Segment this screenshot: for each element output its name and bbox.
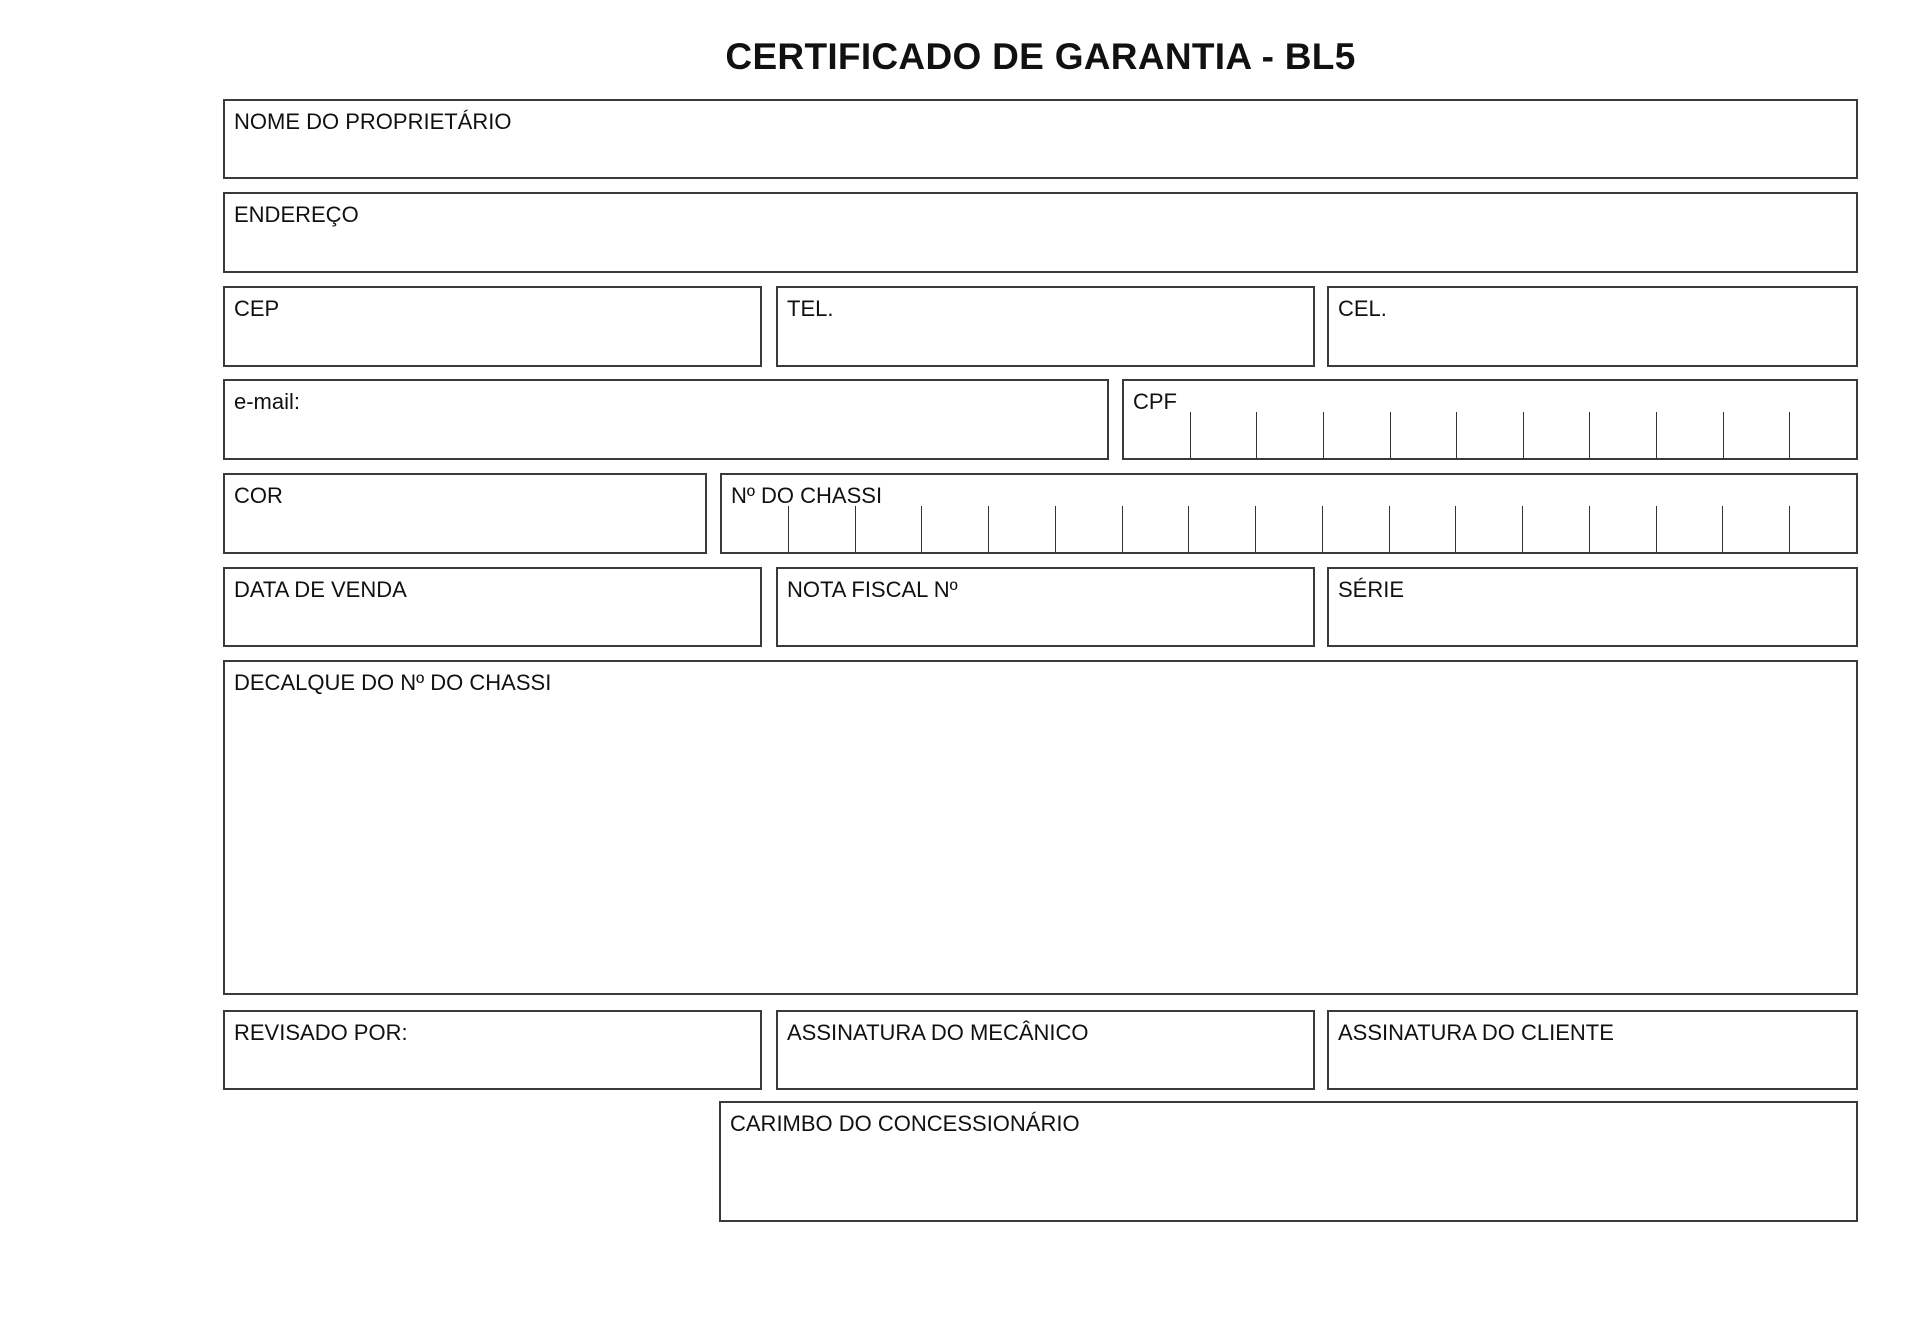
address-field[interactable] (223, 192, 1858, 273)
cel-field[interactable] (1327, 286, 1858, 367)
client-signature-label: ASSINATURA DO CLIENTE (1338, 1020, 1614, 1045)
tel-field[interactable] (776, 286, 1315, 367)
cpf-digit-cell[interactable] (1656, 412, 1723, 458)
cpf-digit-cell[interactable] (1589, 412, 1656, 458)
color-label: COR (234, 483, 283, 508)
sale-date-field[interactable] (223, 567, 762, 647)
cpf-digit-cell[interactable] (1323, 412, 1390, 458)
mechanic-signature-label: ASSINATURA DO MECÂNICO (787, 1020, 1089, 1045)
chassis-digit-cell[interactable] (1255, 506, 1322, 552)
chassis-digit-cell[interactable] (788, 506, 855, 552)
chassis-decal-label: DECALQUE DO Nº DO CHASSI (234, 670, 552, 695)
chassis-digit-cell[interactable] (1522, 506, 1589, 552)
reviewed-by-label: REVISADO POR: (234, 1020, 408, 1045)
owner-name-label: NOME DO PROPRIETÁRIO (234, 109, 512, 134)
chassis-decal-area[interactable] (223, 660, 1858, 995)
tel-label: TEL. (787, 296, 834, 321)
chassis-digit-cell[interactable] (1722, 506, 1789, 552)
invoice-number-label: NOTA FISCAL Nº (787, 577, 958, 602)
cel-label: CEL. (1338, 296, 1387, 321)
cpf-digit-cell[interactable] (1789, 412, 1856, 458)
cpf-digit-cell[interactable] (1456, 412, 1523, 458)
chassis-digit-cells (722, 506, 1856, 552)
color-field[interactable] (223, 473, 707, 554)
dealer-stamp-label: CARIMBO DO CONCESSIONÁRIO (730, 1111, 1080, 1136)
series-field[interactable] (1327, 567, 1858, 647)
owner-name-field[interactable] (223, 99, 1858, 179)
chassis-digit-cell[interactable] (855, 506, 922, 552)
cpf-label: CPF (1133, 389, 1177, 414)
cpf-digit-cell[interactable] (1390, 412, 1457, 458)
chassis-digit-cell[interactable] (1055, 506, 1122, 552)
chassis-digit-cell[interactable] (1589, 506, 1656, 552)
series-label: SÉRIE (1338, 577, 1405, 602)
email-field[interactable] (223, 379, 1109, 460)
dealer-stamp-area[interactable] (719, 1101, 1858, 1222)
chassis-number-label: Nº DO CHASSI (731, 483, 883, 508)
chassis-digit-cell[interactable] (722, 506, 788, 552)
page-title: CERTIFICADO DE GARANTIA - BL5 (725, 36, 1356, 77)
chassis-digit-cell[interactable] (1122, 506, 1189, 552)
cpf-digit-cell[interactable] (1124, 412, 1190, 458)
cep-label: CEP (234, 296, 280, 321)
chassis-number-field[interactable] (720, 473, 1858, 554)
address-label: ENDEREÇO (234, 202, 359, 227)
cpf-digit-cells (1124, 412, 1856, 458)
chassis-digit-cell[interactable] (988, 506, 1055, 552)
chassis-digit-cell[interactable] (921, 506, 988, 552)
client-signature-field[interactable] (1327, 1010, 1858, 1090)
chassis-digit-cell[interactable] (1322, 506, 1389, 552)
chassis-digit-cell[interactable] (1455, 506, 1522, 552)
sale-date-label: DATA DE VENDA (234, 577, 407, 602)
chassis-digit-cell[interactable] (1389, 506, 1456, 552)
cep-field[interactable] (223, 286, 762, 367)
cpf-digit-cell[interactable] (1523, 412, 1590, 458)
cpf-digit-cell[interactable] (1190, 412, 1257, 458)
cpf-field[interactable] (1122, 379, 1858, 460)
cpf-digit-cell[interactable] (1723, 412, 1790, 458)
reviewed-by-field[interactable] (223, 1010, 762, 1090)
invoice-number-field[interactable] (776, 567, 1315, 647)
cpf-digit-cell[interactable] (1256, 412, 1323, 458)
chassis-digit-cell[interactable] (1656, 506, 1723, 552)
email-label: e-mail: (234, 389, 301, 414)
mechanic-signature-field[interactable] (776, 1010, 1315, 1090)
chassis-digit-cell[interactable] (1188, 506, 1255, 552)
chassis-digit-cell[interactable] (1789, 506, 1856, 552)
